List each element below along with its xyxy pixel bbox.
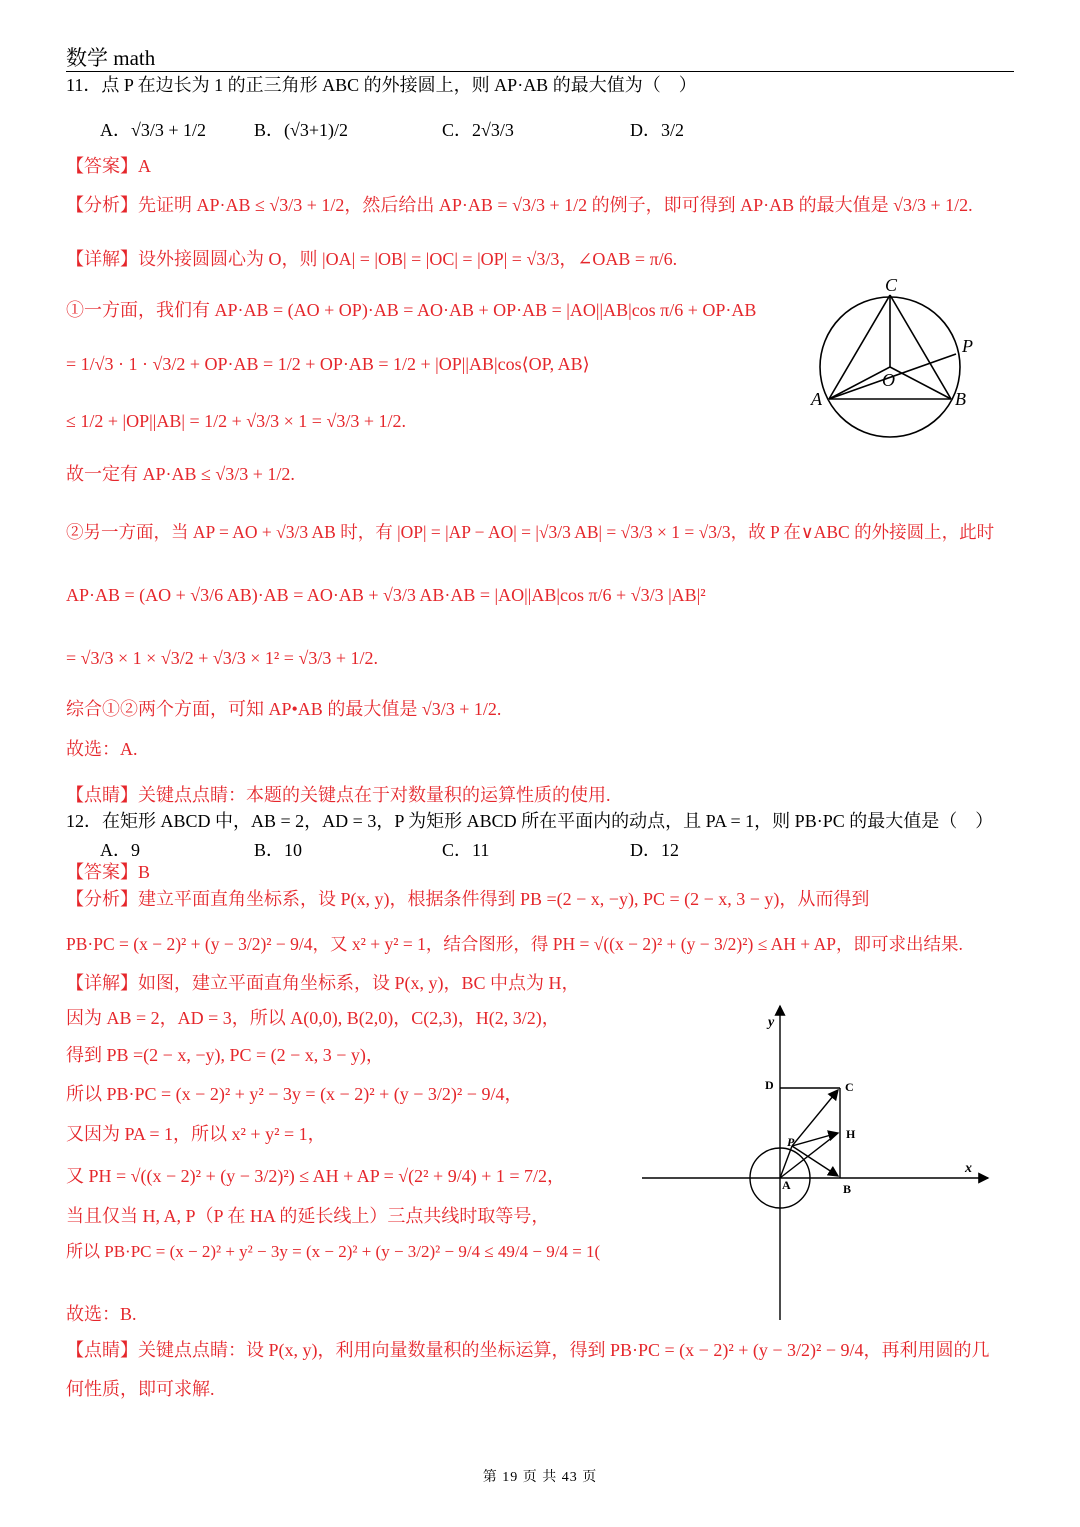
q12-detail-2: 因为 AB = 2，AD = 3，所以 A(0,0), B(2,0)，C(2,3)，H(2, 3/2)， xyxy=(66,1008,560,1028)
q11-option-b: B．(√3+1)/2 xyxy=(254,120,349,140)
q11-detail-9: 综合①②两个方面，可知 AP•AB 的最大值是 √3/3 + 1/2. xyxy=(66,699,502,719)
q12-choice: 故选：B. xyxy=(66,1304,137,1324)
q11-option-d: D．3/2 xyxy=(630,120,684,140)
q12-detail-1: 【详解】如图，建立平面直角坐标系，设 P(x, y)，BC 中点为 H， xyxy=(66,973,580,993)
q11-detail-1: 【详解】设外接圆圆心为 O，则 |OA| = |OB| = |OC| = |OP| = √3/3，∠OAB = π/6. xyxy=(66,249,678,269)
q12-comment-1: 【点睛】关键点点睛：设 P(x, y)，利用向量数量积的坐标运算，得到 PB·PC = (x − 2)² + (y − 3/2)² − 9/4，再利用圆的几 xyxy=(66,1340,990,1360)
q12-stem: 12．在矩形 ABCD 中，AB = 2，AD = 3，P 为矩形 ABCD 所在平面内的动点，且 PA = 1，则 PB·PC 的最大值是（ ） xyxy=(66,811,994,831)
figure2-label-d: D xyxy=(765,1078,774,1092)
figure1-label-c: C xyxy=(885,275,898,295)
q11-detail-3: = 1/√3 · 1 · √3/2 + OP·AB = 1/2 + OP·AB = 1/2 + |OP||AB|cos⟨OP, AB⟩ xyxy=(66,354,590,374)
q12-detail-4: 所以 PB·PC = (x − 2)² + y² − 3y = (x − 2)² + (y − 3/2)² − 9/4， xyxy=(66,1084,523,1104)
q12-detail-8: 所以 PB·PC = (x − 2)² + y² − 3y = (x − 2)² + (y − 3/2)² − 9/4 ≤ 49/4 − 9/4 = 1( xyxy=(66,1242,601,1261)
figure2-label-p: P xyxy=(787,1135,795,1149)
q11-detail-7: AP·AB = (AO + √3/6 AB)·AB = AO·AB + √3/3 AB·AB = |AO||AB|cos π/6 + √3/3 |AB|² xyxy=(66,585,706,605)
q12-answer: 【答案】B xyxy=(66,862,151,882)
figure-circumcircle xyxy=(800,270,990,450)
q11-choice: 故选：A. xyxy=(66,739,138,759)
q12-option-b: B．10 xyxy=(254,840,303,860)
q12-detail-6: 又 PH = √((x − 2)² + (y − 3/2)²) ≤ AH + AP = √(2² + 9/4) + 1 = 7/2， xyxy=(66,1166,566,1186)
figure1-label-p: P xyxy=(962,336,973,356)
q11-stem: 11．点 P 在边长为 1 的正三角形 ABC 的外接圆上，则 AP·AB 的最大值为（ ） xyxy=(66,75,697,95)
q11-option-c: C．2√3/3 xyxy=(442,120,514,140)
header-rule xyxy=(66,71,1014,72)
q11-detail-4: ≤ 1/2 + |OP||AB| = 1/2 + √3/3 × 1 = √3/3 + 1/2. xyxy=(66,411,406,431)
q11-option-a: A．√3/3 + 1/2 xyxy=(100,120,207,140)
q11-detail-6: ②另一方面，当 AP = AO + √3/3 AB 时，有 |OP| = |AP − AO| = |√3/3 AB| = √3/3 × 1 = √3/3，故 P 在∨ABC 的外接圆上，此时 xyxy=(66,522,995,542)
q12-option-c: C．11 xyxy=(442,840,490,860)
q11-comment: 【点睛】关键点点睛：本题的关键点在于对数量积的运算性质的使用. xyxy=(66,785,611,805)
q11-detail-2: ①一方面，我们有 AP·AB = (AO + OP)·AB = AO·AB + OP·AB = |AO||AB|cos π/6 + OP·AB xyxy=(66,300,757,320)
q11-detail-8: = √3/3 × 1 × √3/2 + √3/3 × 1² = √3/3 + 1/2. xyxy=(66,648,378,668)
q12-detail-7: 当且仅当 H, A, P（P 在 HA 的延长线上）三点共线时取等号， xyxy=(66,1206,550,1226)
figure1-label-o: O xyxy=(882,370,895,390)
figure2-label-a: A xyxy=(782,1178,791,1192)
q12-detail-3: 得到 PB =(2 − x, −y), PC = (2 − x, 3 − y)， xyxy=(66,1045,384,1065)
q12-comment-2: 何性质，即可求解. xyxy=(66,1379,215,1399)
figure1-label-a: A xyxy=(811,389,822,409)
q11-detail-5: 故一定有 AP·AB ≤ √3/3 + 1/2. xyxy=(66,464,295,484)
header-title: 数学 math xyxy=(66,46,156,70)
q12-detail-5: 又因为 PA = 1，所以 x² + y² = 1， xyxy=(66,1124,326,1144)
figure2-label-h: H xyxy=(846,1127,856,1141)
figure-coordinate-system xyxy=(640,1000,1000,1325)
q12-option-a: A．9 xyxy=(100,840,140,860)
page-footer: 第 19 页 共 43 页 xyxy=(482,1470,598,1485)
figure2-label-y: y xyxy=(768,1015,775,1030)
figure2-label-b: B xyxy=(843,1182,852,1196)
q12-option-d: D．12 xyxy=(630,840,679,860)
figure1-label-b: B xyxy=(955,389,966,409)
figure2-label-x: x xyxy=(965,1161,972,1176)
q12-analysis-1: 【分析】建立平面直角坐标系，设 P(x, y)，根据条件得到 PB =(2 − x, −y), PC = (2 − x, 3 − y)，从而得到 xyxy=(66,889,870,909)
q11-analysis: 【分析】先证明 AP·AB ≤ √3/3 + 1/2，然后给出 AP·AB = √3/3 + 1/2 的例子，即可得到 AP·AB 的最大值是 √3/3 + 1/2. xyxy=(66,195,973,215)
vector-ph xyxy=(792,1133,838,1146)
q12-analysis-2: PB·PC = (x − 2)² + (y − 3/2)² − 9/4，又 x² + y² = 1，结合图形，得 PH = √((x − 2)² + (y − 3/2)²) ≤ AH + AP，即可求出结果. xyxy=(66,934,963,954)
figure2-label-c: C xyxy=(845,1080,854,1094)
q11-answer: 【答案】A xyxy=(66,156,151,176)
